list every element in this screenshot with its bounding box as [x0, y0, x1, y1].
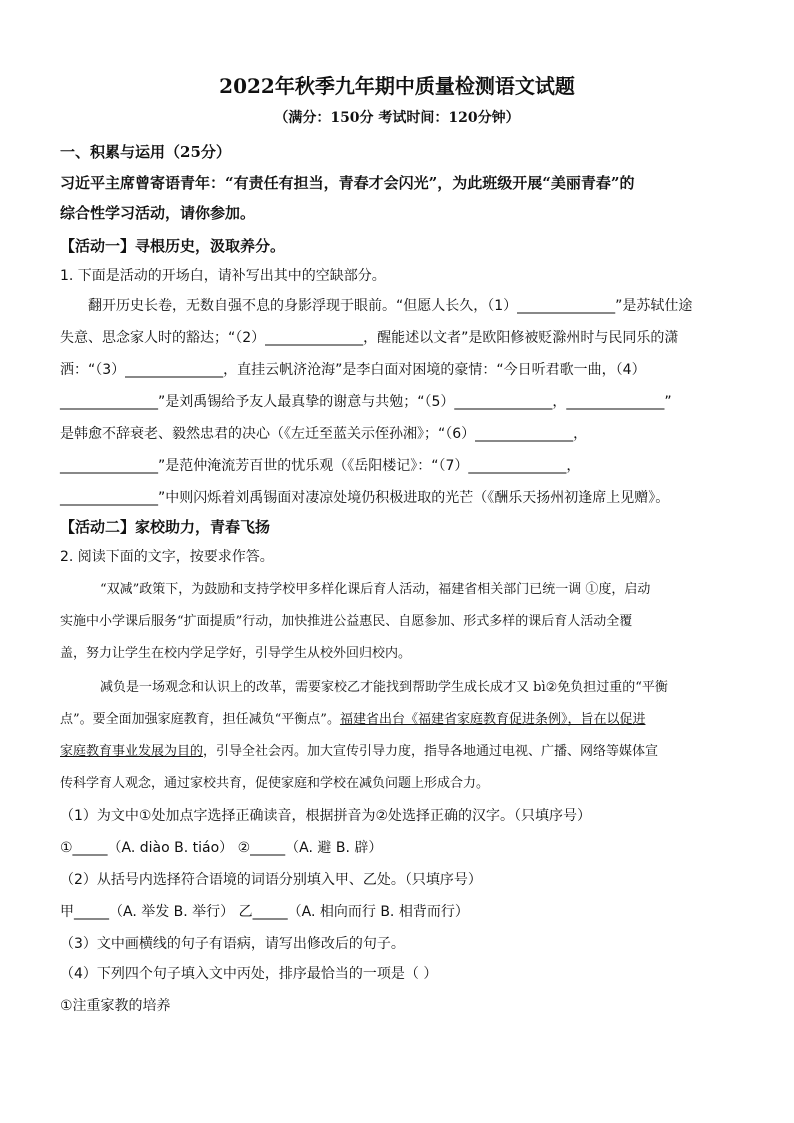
exam-title: 2022年秋季九年期中质量检测语文试题 — [219, 74, 575, 98]
q1-line: ______________”是范仲淹流芳百世的忧乐观（《岳阳楼记》：“（7）______________， — [60, 458, 581, 474]
q1-line: 洒：“（3）______________，直挂云帆济沧海”是李白面对困境的豪情：“今日听君歌一曲，（4） — [60, 362, 646, 378]
sub-question: （2）从括号内选择符合语境的词语分别填入甲、乙处。（只填序号） — [60, 872, 482, 888]
passage-text: 点”。要全面加强家庭教育，担任减负“平衡点”。 — [60, 712, 340, 727]
q1-line: 翻开历史长卷，无数自强不息的身影浮现于眼前。“但愿人长久，（1）______________”是苏轼仕途 — [88, 298, 693, 314]
intro-line-2: 综合性学习活动，请你参加。 — [60, 204, 256, 222]
underlined-sentence: 家庭教育事业发展为目的 — [60, 744, 204, 759]
passage-line — [60, 740, 658, 759]
q1-line: 是韩愈不辞衰老、毅然忠君的决心（《左迁至蓝关示侄孙湘》；“（6）______________， — [60, 426, 588, 442]
passage-line: “双减”政策下，为鼓励和支持学校甲多样化课后育人活动，福建省相关部门已统一调 ①度，启动 — [100, 582, 651, 597]
passage-line — [60, 708, 645, 727]
section-heading: 一、积累与运用（25分） — [60, 143, 231, 161]
q1-line: 失意、思念家人时的豁达；“（2）______________，醒能述以文者”是欧阳修被贬滁州时与民同乐的潇 — [60, 330, 679, 346]
sub-question: （3）文中画横线的句子有语病，请写出修改后的句子。 — [60, 936, 405, 952]
q1-line: ______________”是刘禹锡给予友人最真挚的谢意与共勉；“（5）______________，______________” — [60, 394, 672, 410]
answer-option: ①注重家教的培养 — [60, 998, 171, 1014]
activity1-heading: 【活动一】寻根历史，汲取养分。 — [60, 237, 286, 255]
q1-line: ______________”中则闪烁着刘禹锡面对凄凉处境仍积极进取的光芒（《酬乐天扬州初逢席上见赠》。 — [60, 490, 670, 506]
intro-line-1: 习近平主席曾寄语青年：“有责任有担当，青春才会闪光”，为此班级开展“美丽青春”的 — [60, 174, 635, 192]
sub-question: （1）为文中①处加点字选择正确读音，根据拼音为②处选择正确的汉字。（只填序号） — [60, 808, 592, 824]
activity2-heading: 【活动二】家校助力，青春飞扬 — [60, 518, 271, 536]
sub-question-options: ①_____（A. diào B. tiáo） ②_____（A. 避 B. 辟） — [60, 840, 383, 856]
sub-question: （4）下列四个句子填入文中丙处，排序最恰当的一项是（ ） — [60, 966, 438, 982]
passage-line: 盖，努力让学生在校内学足学好，引导学生从校外回归校内。 — [60, 646, 412, 661]
passage-line: 传科学育人观念，通过家校共育，促使家庭和学校在减负问题上形成合力。 — [60, 776, 490, 791]
passage-line: 实施中小学课后服务“扩面提质”行动，加快推进公益惠民、自愿参加、形式多样的课后育人活动全覆 — [60, 614, 633, 629]
q1-prompt: 1. 下面是活动的开场白，请补写出其中的空缺部分。 — [60, 268, 386, 284]
passage-text: ，引导全社会丙。加大宣传引导力度，指导各地通过电视、广播、网络等媒体宣 — [203, 744, 659, 759]
passage-line: 减负是一场观念和认识上的改革，需要家校乙才能找到帮助学生成长成才又 bì②免负担过重的“平衡 — [100, 680, 668, 695]
sub-question-options: 甲_____（A. 举发 B. 举行） 乙_____（A. 相向而行 B. 相背而行） — [60, 904, 469, 920]
q2-prompt: 2. 阅读下面的文字，按要求作答。 — [60, 549, 274, 565]
underlined-sentence: 福建省出台《福建省家庭教育促进条例》，旨在以促进 — [339, 712, 646, 727]
exam-subtitle: （满分：150分 考试时间：120分钟） — [274, 110, 520, 126]
